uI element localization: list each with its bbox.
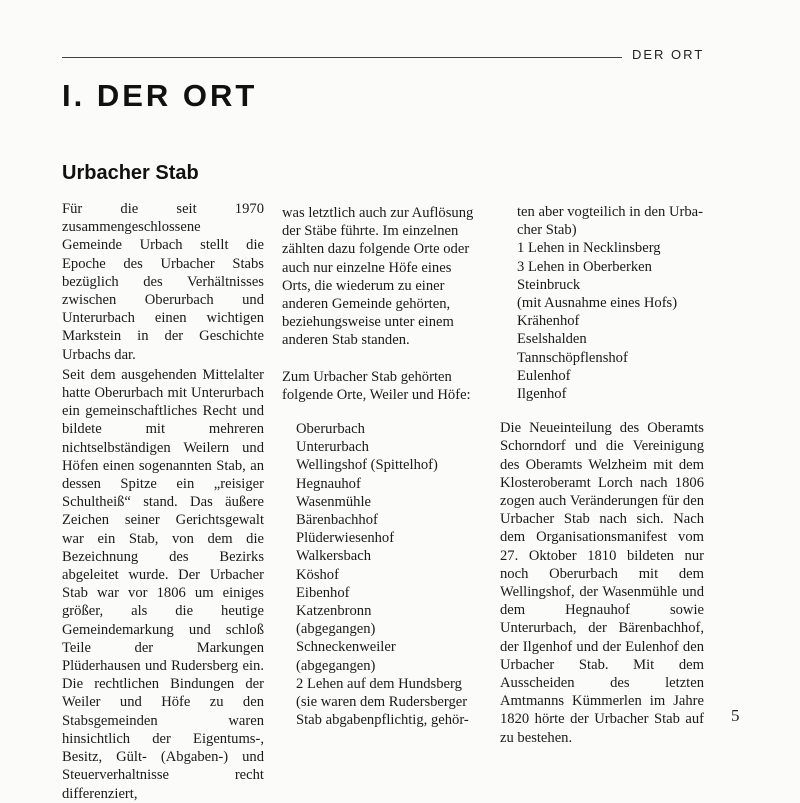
list-intro: Zum Urbacher Stab gehörten folgende Orte, Weiler und Höfe: — [282, 368, 471, 403]
list-item: Unterurbach — [296, 439, 369, 456]
list-continuation: ten aber vogteilich in den Urba- — [517, 204, 703, 220]
header-rule — [62, 57, 622, 58]
list-item: Hegnauhof — [296, 475, 361, 492]
places-list — [282, 420, 482, 729]
paragraph: Die Neueinteilung des Oberamts Schorndorf und die Vereinigung des Oberamts Welzheim mit dem Klosteroberamt Lorch nach 1806 zogen auch Veränderungen für den Urbacher Stab nach sich. Nach dem Organisationsmanifest vom 27. Oktober 1810 bildeten nur noch Oberurbach mit dem Wellingshof, der Wasenmühle und dem Hegnauhof sowie Unterurbach, der Bärenbachhof, der Ilgenhof und der Eulenhof den Urbacher Stab. Mit dem Ausscheiden des letzten Amtmanns Kümmerlen im Jahre 1820 hörte der Urbacher Stab auf zu bestehen. — [500, 420, 704, 746]
page-number: 5 — [731, 706, 740, 725]
list-item: Eulenhof — [517, 367, 571, 384]
places-list-continued — [500, 239, 704, 403]
list-item: 1 Lehen in Necklinsberg — [517, 240, 661, 257]
list-continuation: cher Stab) — [517, 222, 577, 239]
list-item: Steinbruck — [517, 276, 581, 293]
list-item: 2 Lehen auf dem Hundsberg — [296, 675, 462, 692]
list-item: (mit Ausnahme eines Hofs) — [517, 295, 678, 312]
list-item: Schneckenweiler — [296, 639, 396, 656]
running-head: DER ORT — [632, 47, 705, 62]
list-item: Ilgenhof — [517, 386, 567, 403]
list-item: Oberurbach — [296, 421, 365, 438]
list-item: Eselshalden — [517, 331, 587, 348]
list-item: Plüderwiesenhof — [296, 530, 395, 547]
list-item: Köshof — [296, 566, 339, 583]
text-column-3 — [500, 203, 704, 747]
paragraph: Für die seit 1970 zusammengeschlossene Gemeinde Urbach stellt die Epoche des Urbacher Stabs bezüglich des Verhältnisses zwischen Oberurbach und Unterurbach einen wichtigen Markstein in der Geschichte Urbachs dar. — [62, 201, 264, 363]
paragraph: was letztlich auch zur Auflösung der Stäbe führte. Im einzelnen zählten dazu folgende Orte oder auch nur einzelne Höfe eines Orts, die wiederum zu einer anderen Gemeinde gehörten, beziehungsweise unter einem anderen Stab standen. — [282, 205, 474, 349]
list-item: Stab abgabenpflichtig, gehör- — [296, 712, 469, 729]
list-item: Walkersbach — [296, 548, 371, 565]
section-title: Urbacher Stab — [62, 162, 199, 184]
list-item: Tannschöpflenshof — [517, 349, 628, 366]
list-item: Wasenmühle — [296, 493, 372, 510]
list-item: Bärenbachhof — [296, 512, 378, 529]
list-item: Eibenhof — [296, 584, 350, 601]
list-item: (abgegangen) — [296, 621, 376, 638]
text-column-1 — [62, 200, 264, 803]
paragraph: Seit dem ausgehenden Mittelalter hatte Oberurbach mit Unterurbach ein gemeinschaftliches Recht und bildete mit mehreren nichtselbständigen Weilern und Höfen einen sogenannten Stab, an dessen Spitze ein „reisiger Schultheiß“ stand. Das äußere Zeichen seiner Gerichtsgewalt war ein Stab, von dem die Bezeichnung des Bezirks abgeleitet wurde. Der Urbacher Stab war vor 1806 um einiges größer, als die heutige Gemeindemarkung und schloß Teile der Markungen Plüderhausen und Rudersberg ein. Die rechtlichen Bindungen der Weiler und Höfe zu den Stabsgemeinden waren hinsichtlich der Eigentums-, Besitz, Gült- (Abgaben-) und Steuerverhaltnisse recht differenziert, — [62, 366, 264, 802]
list-item: (abgegangen) — [296, 657, 376, 674]
list-item: Wellingshof (Spittelhof) — [296, 457, 438, 474]
list-item: Katzenbronn — [296, 603, 372, 620]
text-column-2 — [282, 204, 482, 729]
list-item: (sie waren dem Rudersberger — [296, 694, 468, 711]
list-item: Krähenhof — [517, 313, 580, 330]
chapter-title: I. DER ORT — [62, 78, 258, 113]
list-item: 3 Lehen in Oberberken — [517, 258, 652, 275]
